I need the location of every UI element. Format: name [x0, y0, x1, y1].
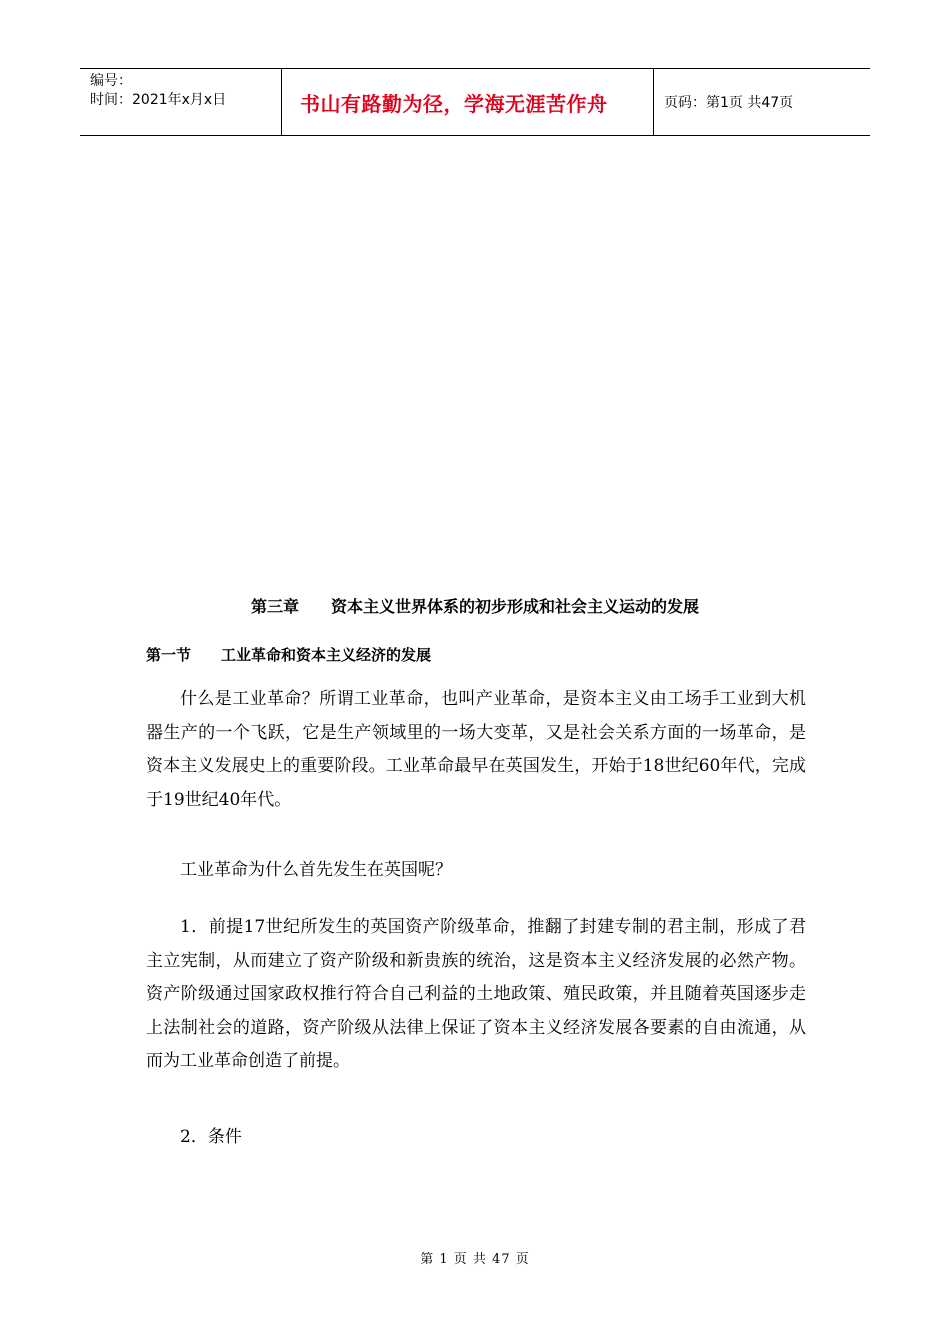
header-table — [80, 68, 870, 136]
page-footer: 第 1 页 共 47 页 — [420, 1252, 530, 1267]
date-label: 时间：2021年x月x日 — [90, 92, 227, 108]
header-meta-cell — [80, 69, 282, 135]
motto-text: 书山有路勤为径，学海无涯苦作舟 — [300, 91, 608, 116]
paragraph-intro: 什么是工业革命？所谓工业革命，也叫产业革命，是资本主义由工场手工业到大机器生产的一个飞跃，它是生产领域里的一场大变革，又是社会关系方面的一场革命，是资本主义发展史上的重要阶段。工业革命最早在英国发生，开始于18世纪60年代，完成于19世纪40年代。 — [146, 689, 806, 810]
paragraph-premise: 1．前提17世纪所发生的英国资产阶级革命，推翻了封建专制的君主制，形成了君主立宪制，从而建立了资产阶级和新贵族的统治，这是资本主义经济发展的必然产物。资产阶级通过国家政权推行符合自己利益的土地政策、殖民政策，并且随着英国逐步走上法制社会的道路，资产阶级从法律上保证了资本主义经济发展各要素的自由流通，从而为工业革命创造了前提。 — [146, 917, 806, 1072]
chapter-title: 第三章 资本主义世界体系的初步形成和社会主义运动的发展 — [250, 597, 699, 616]
number-label: 编号： — [90, 73, 132, 89]
page-info: 页码：第1页 共47页 — [664, 95, 794, 111]
header-motto-cell — [282, 69, 654, 135]
section-title: 第一节 工业革命和资本主义经济的发展 — [146, 646, 432, 664]
paragraph-question: 工业革命为什么首先发生在英国呢？ — [180, 860, 452, 880]
paragraph-conditions: 2．条件 — [180, 1127, 242, 1147]
header-page-cell — [654, 69, 870, 135]
